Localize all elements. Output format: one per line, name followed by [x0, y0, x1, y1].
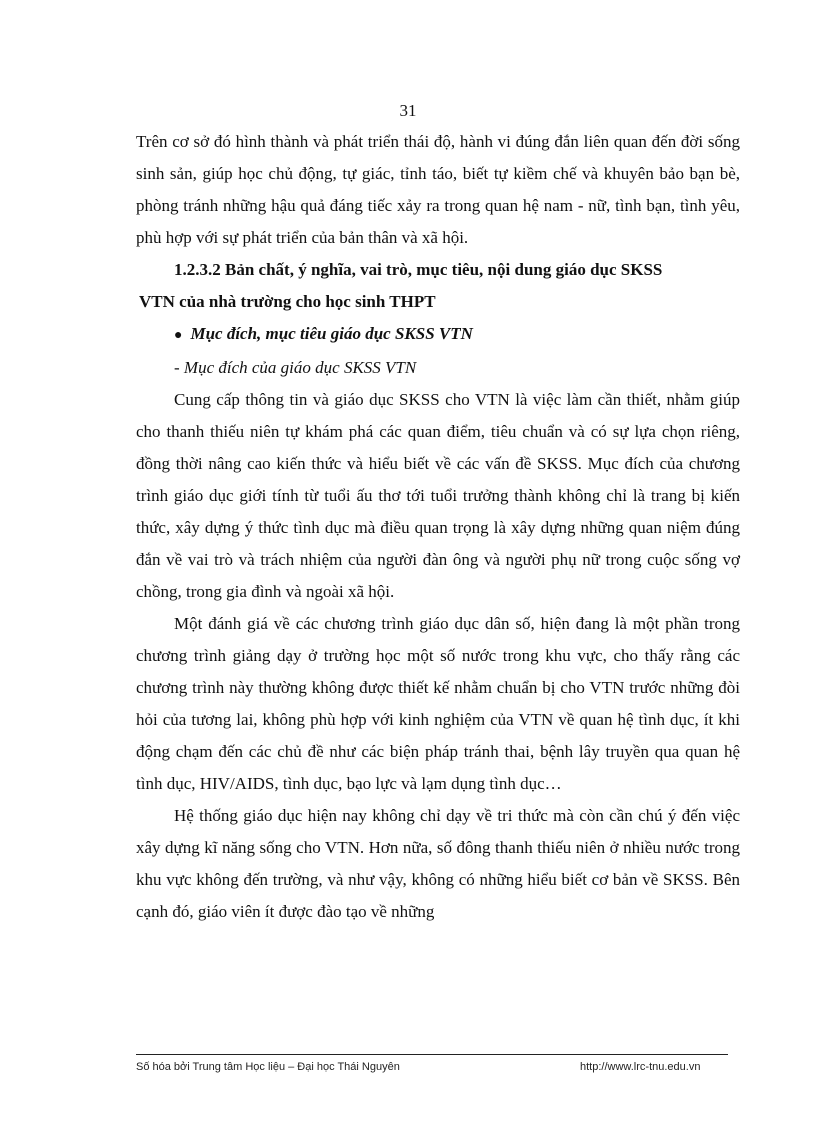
- footer-url: http://www.lrc-tnu.edu.vn: [580, 1061, 701, 1073]
- sub-heading: - Mục đích của giáo dục SKSS VTN: [174, 358, 417, 377]
- section-heading: 1.2.3.2 Bản chất, ý nghĩa, vai trò, mục tiêu, nội dung giáo dục SKSS: [174, 260, 663, 279]
- page-number: 31: [399, 101, 417, 120]
- intro-paragraph: Trên cơ sở đó hình thành và phát triển thái độ, hành vi đúng đắn liên quan đến đời sống sinh sản, giúp học chủ động, tự giác, tỉnh táo, biết tự kiềm chế và khuyên bảo bạn bè, phòng tránh những hậu quả đáng tiếc xảy ra trong quan hệ nam - nữ, tình bạn, tình yêu, phù hợp với sự phát triển của bản thân và xã hội.: [136, 132, 740, 247]
- bullet-heading-text: Mục đích, mục tiêu giáo dục SKSS VTN: [190, 324, 473, 343]
- footer-source: Số hóa bởi Trung tâm Học liệu – Đại học Thái Nguyên: [136, 1061, 400, 1073]
- paragraph-3: Hệ thống giáo dục hiện nay không chỉ dạy về tri thức mà còn cần chú ý đến việc xây dựng kĩ năng sống cho VTN. Hơn nữa, số đông thanh thiếu niên ở nhiều nước trong khu vực không đến trường, và như vậy, không có những hiểu biết cơ bản về SKSS. Bên cạnh đó, giáo viên ít được đào tạo về những: [136, 806, 740, 921]
- paragraph-2: Một đánh giá về các chương trình giáo dục dân số, hiện đang là một phần trong chương trình giảng dạy ở trường học một số nước trong khu vực, cho thấy rằng các chương trình này thường không được thiết kế nhằm chuẩn bị cho VTN trước những đòi hỏi của tương lai, không phù hợp với kinh nghiệm của VTN về quan hệ tình dục, ít khi động chạm đến các chủ đề như các biện pháp tránh thai, bệnh lây truyền qua quan hệ tình dục, HIV/AIDS, tình dục, bạo lực và lạm dụng tình dục…: [136, 614, 740, 793]
- bullet-icon: ●: [174, 328, 183, 343]
- footer-divider: [136, 1054, 728, 1055]
- section-heading-continuation: VTN của nhà trường cho học sinh THPT: [139, 292, 436, 311]
- bullet-heading: [136, 318, 740, 352]
- paragraph-1: Cung cấp thông tin và giáo dục SKSS cho VTN là việc làm cần thiết, nhằm giúp cho thanh thiếu niên tự khám phá các quan điểm, tiêu chuẩn và có sự lựa chọn riêng, đồng thời nâng cao kiến thức và hiểu biết về các vấn đề SKSS. Mục đích của chương trình giáo dục giới tính từ tuổi ấu thơ tới tuổi trưởng thành không chỉ là trang bị kiến thức, xây dựng ý thức tình dục mà điều quan trọng là xây dựng những quan niệm đúng đắn về vai trò và trách nhiệm của người đàn ông và người phụ nữ trong cuộc sống vợ chồng, trong gia đình và ngoài xã hội.: [136, 390, 740, 601]
- document-body: [136, 126, 740, 928]
